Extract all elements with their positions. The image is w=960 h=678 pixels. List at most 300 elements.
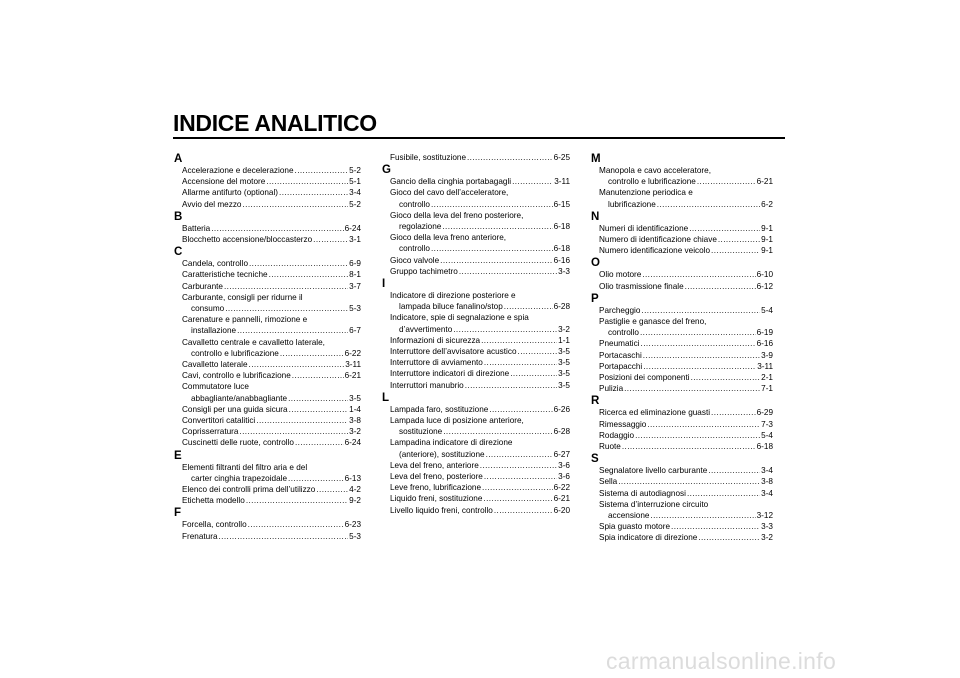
dot-leader [647,419,760,430]
index-entry [591,234,773,245]
entry-text: Pneumatici [599,339,640,349]
entry-text: controllo [608,328,639,338]
dot-leader [295,165,349,176]
index-entry-line [382,471,570,482]
entry-text: Gioco della leva del freno posteriore, [390,210,524,220]
page-number: 3-3 [761,522,773,532]
dot-leader [266,176,348,187]
index-entry [591,476,773,487]
dot-leader [248,519,344,530]
page-number: 6-9 [349,259,361,269]
index-entry-line [382,152,570,163]
entry-text: Numeri di identificazione [599,223,689,233]
index-entry-line [382,493,570,504]
page-number: 9-1 [761,223,773,233]
index-entry-line [174,314,361,325]
dot-leader [467,152,553,163]
index-entry-line [382,324,570,335]
page-number: 3-3 [558,266,570,276]
index-entry [591,281,773,292]
index-entry [591,187,773,209]
dot-leader [288,393,348,404]
dot-leader [518,346,558,357]
entry-text: Numero di identificazione chiave [599,235,717,245]
entry-text: Pulizia [599,384,624,394]
entry-text: Portacaschi [599,350,642,360]
entry-text: Carenature e pannelli, rimozione e [182,315,308,325]
entry-text: Sistema di autodiagnosi [599,488,686,498]
page-number: 6-16 [553,255,570,265]
dot-leader [711,245,760,256]
dot-leader [443,426,552,437]
dot-leader [480,460,557,471]
title-rule [173,137,785,139]
entry-text: Cuscinetti delle ruote, controllo [182,438,294,448]
index-entry [174,426,361,437]
index-entry-line [591,476,773,487]
section-letter: N [591,210,600,223]
index-entry-line [591,372,773,383]
page-number: 6-29 [756,408,773,418]
index-entry-line [382,210,570,221]
entry-text: Leve freno, lubrificazione [390,483,482,493]
dot-leader [642,269,755,280]
index-entry-line [382,301,570,312]
page-number: 3-5 [558,347,570,357]
index-entry [382,255,570,266]
index-entry [382,482,570,493]
index-entry-line [591,407,773,418]
entry-text: Allarme antifurto (optional) [182,188,279,198]
page-number: 3-11 [345,360,361,370]
index-entry-line [174,393,361,404]
page-number: 3-8 [761,477,773,487]
index-entry-line [174,223,361,234]
dot-leader [239,426,348,437]
index-entry [591,419,773,430]
index-entry [174,495,361,506]
index-entry-line [174,381,361,392]
dot-leader [641,305,760,316]
dot-leader [246,495,348,506]
index-entry-line [382,404,570,415]
entry-text: Posizioni dei componenti [599,373,690,383]
entry-text: regolazione [399,222,442,232]
entry-text: (anteriore), sostituzione [399,449,485,459]
page-number: 7-3 [761,419,773,429]
index-entry [591,338,773,349]
index-entry-line [591,350,773,361]
index-entry [174,187,361,198]
entry-text: Rodaggio [599,430,635,440]
index-entry-line [382,449,570,460]
index-entry-line [591,176,773,187]
index-entry [591,245,773,256]
index-entry-line [591,441,773,452]
index-entry [591,350,773,361]
dot-leader [643,361,756,372]
dot-leader [687,488,760,499]
entry-text: Lampada faro, sostituzione [390,404,489,414]
entry-text: Batteria [182,223,211,233]
index-entry [382,471,570,482]
entry-text: controllo [399,199,430,209]
index-entry [382,290,570,312]
index-entry [591,372,773,383]
entry-text: sostituzione [399,427,443,437]
page-number: 6-21 [344,371,361,381]
index-entry [382,187,570,209]
section-letter: R [591,395,600,408]
page-number: 3-8 [349,416,361,426]
index-entry-line [382,357,570,368]
entry-text: Convertitori catalitici [182,416,256,426]
index-entry [382,404,570,415]
entry-text: Interruttore di avviamento [390,358,483,368]
index-entry [174,359,361,370]
page-number: 5-4 [761,305,773,315]
entry-text: Cavalletto laterale [182,360,248,370]
page-number: 6-23 [344,520,361,530]
dot-leader [237,325,348,336]
page-number: 3-5 [349,393,361,403]
index-entry [174,519,361,530]
index-entry [174,223,361,234]
entry-text: Accensione del motore [182,177,266,187]
entry-text: Carburante [182,281,223,291]
index-entry [174,292,361,314]
entry-text: Gancio della cinghia portabagagli [390,177,512,187]
index-entry-line [174,531,361,542]
dot-leader [635,430,760,441]
entry-text: Lampada luce di posizione anteriore, [390,416,524,426]
dot-leader [689,223,760,234]
page-number: 5-3 [349,304,361,314]
index-entry-line [174,292,361,303]
dot-leader [465,380,557,391]
dot-leader [219,531,349,542]
index-entry-line [591,281,773,292]
index-entry-line [174,426,361,437]
page-number: 1-1 [558,335,570,345]
dot-leader [256,415,348,426]
index-entry-line [174,269,361,280]
index-entry [382,505,570,516]
page-number: 6-22 [344,348,361,358]
entry-text: Blocchetto accensione/bloccasterzo [182,235,313,245]
page-number: 7-1 [761,384,773,394]
dot-leader [494,505,553,516]
entry-text: Spia guasto motore [599,522,671,532]
index-entry-line [174,258,361,269]
index-entry [174,437,361,448]
page-number: 3-6 [558,460,570,470]
page-number: 3-5 [558,358,570,368]
index-entry [382,176,570,187]
index-entry-line [591,465,773,476]
index-entry-line [174,462,361,473]
dot-leader [489,404,552,415]
dot-leader [279,187,348,198]
page-number: 6-13 [344,473,361,483]
section-letter: P [591,292,599,305]
index-entry-line [591,430,773,441]
index-entry-line [174,165,361,176]
dot-leader [211,223,343,234]
index-entry [591,407,773,418]
dot-leader [510,368,557,379]
page-number: 9-1 [761,246,773,256]
index-entry-line [591,305,773,316]
index-entry [591,430,773,441]
index-entry [382,493,570,504]
entry-text: Ruote [599,442,621,452]
page-number: 6-27 [553,449,570,459]
page-number: 6-28 [553,302,570,312]
index-entry [174,269,361,280]
dot-leader [440,255,552,266]
page-number: 3-4 [349,188,361,198]
entry-text: controllo e lubrificazione [608,177,696,187]
index-entry-line [382,290,570,301]
dot-leader [691,372,761,383]
page-number: 6-18 [756,442,773,452]
dot-leader [650,510,755,521]
index-entry [174,199,361,210]
page-number: 6-24 [344,223,361,233]
dot-leader [313,234,348,245]
page-number: 3-4 [761,466,773,476]
index-entry-line [591,223,773,234]
dot-leader [622,441,756,452]
index-entry [382,460,570,471]
entry-text: Numero identificazione veicolo [599,246,711,256]
index-entry [591,269,773,280]
page-number: 5-2 [349,166,361,175]
entry-text: Elenco dei controlli prima dell’utilizzo [182,485,316,495]
entry-text: Avvio del mezzo [182,199,242,209]
page-number: 6-15 [553,199,570,209]
index-entry-line [591,383,773,394]
entry-text: Olio trasmissione finale [599,281,684,291]
index-entry [591,521,773,532]
section-letter: E [174,449,182,462]
section-letter: O [591,257,600,270]
index-entry-line [174,437,361,448]
index-entry [174,314,361,336]
entry-text: Gioco del cavo dell’acceleratore, [390,188,509,198]
entry-text: Elementi filtranti del filtro aria e del [182,462,308,472]
index-entry-line [174,484,361,495]
index-entry-line [382,266,570,277]
index-entry [382,437,570,459]
dot-leader [288,473,344,484]
index-entry [382,335,570,346]
index-entry [174,165,361,176]
entry-text: Indicatore, spie di segnalazione e spia [390,313,529,323]
index-entry-line [174,473,361,484]
dot-leader [698,532,760,543]
index-entry-line [382,505,570,516]
entry-text: Manopola e cavo acceleratore, [599,166,711,175]
entry-text: Carburante, consigli per ridurne il [182,292,303,302]
entry-text: controllo e lubrificazione [191,348,279,358]
watermark: carmanualsonline.info [606,648,837,674]
index-entry-line [591,499,773,510]
page-number: 5-3 [349,531,361,541]
dot-leader [708,465,760,476]
index-entry-line [174,415,361,426]
entry-text: Indicatore di direzione posteriore e [390,291,516,301]
index-entry-line [591,510,773,521]
dot-leader [697,176,756,187]
index-entry-line [174,234,361,245]
index-entry-line [174,176,361,187]
page-number: 4-2 [349,485,361,495]
index-entry-line [382,312,570,323]
entry-text: carter cinghia trapezoidale [191,473,288,483]
index-entry [174,337,361,359]
entry-text: lubrificazione [608,199,656,209]
page-number: 3-5 [558,380,570,390]
dot-leader [453,324,557,335]
page-number: 3-9 [761,350,773,360]
page-number: 6-22 [553,483,570,493]
entry-text: Livello liquido freni, controllo [390,505,493,515]
section-letter: C [174,246,183,259]
index-entry [174,531,361,542]
page-title: INDICE ANALITICO [173,110,377,136]
page-number: 3-1 [349,235,361,245]
entry-text: Sistema d’interruzione circuito [599,499,709,509]
entry-text: Consigli per una guida sicura [182,404,288,414]
page-number: 6-7 [349,326,361,336]
page-number: 6-18 [553,222,570,232]
dot-leader [718,234,760,245]
index-entry [591,316,773,338]
entry-text: Manutenzione periodica e [599,188,693,198]
page-number: 6-18 [553,244,570,254]
index-entry-line [382,346,570,357]
dot-leader [249,359,345,370]
page-number: 3-6 [558,472,570,482]
index-entry [382,232,570,254]
entry-text: Ricerca ed eliminazione guasti [599,408,711,418]
page-number: 3-2 [761,533,773,543]
dot-leader [289,404,349,415]
index-entry-line [382,187,570,198]
index-entry-line [174,281,361,292]
page-number: 6-10 [756,270,773,280]
entry-text: Liquido freni, sostituzione [390,494,483,504]
entry-text: d’avvertimento [399,324,453,334]
entry-text: Etichetta modello [182,496,245,506]
dot-leader [459,266,557,277]
index-entry-line [382,335,570,346]
index-entry-line [591,269,773,280]
index-entry-line [174,199,361,210]
dot-leader [249,258,348,269]
dot-leader [316,484,348,495]
index-entry [174,404,361,415]
entry-text: Segnalatore livello carburante [599,466,708,476]
index-entry [382,368,570,379]
section-letter: L [382,391,390,404]
page-number: 5-1 [349,177,361,187]
entry-text: Portapacchi [599,361,643,371]
entry-text: Fusibile, sostituzione [390,153,466,162]
entry-text: Lampadina indicatore di direzione [390,438,513,448]
index-column-2 [382,152,570,516]
page-number: 1-4 [349,404,361,414]
entry-text: Leva del freno, anteriore [390,460,479,470]
entry-text: Coprisserratura [182,427,239,437]
index-entry-line [591,532,773,543]
dot-leader [482,482,553,493]
dot-leader [484,357,557,368]
dot-leader [711,407,756,418]
index-entry-line [591,419,773,430]
page-number: 5-2 [349,199,361,209]
index-entry-line [591,361,773,372]
index-entry [382,312,570,334]
page-number: 9-1 [761,235,773,245]
dot-leader [431,199,553,210]
index-entry-line [382,243,570,254]
dot-leader [292,370,344,381]
index-entry-line [174,303,361,314]
page-number: 6-20 [553,505,570,515]
entry-text: Gioco della leva freno anteriore, [390,233,507,243]
index-entry-line [382,221,570,232]
entry-text: consumo [191,304,225,314]
page-number: 8-1 [349,270,361,280]
dot-leader [295,437,344,448]
dot-leader [483,493,552,504]
entry-text: Rimessaggio [599,419,647,429]
section-letter: A [174,153,183,165]
page-number: 6-19 [756,328,773,338]
index-entry [174,176,361,187]
dot-leader [280,348,344,359]
index-entry [174,381,361,403]
entry-text: Olio motore [599,270,642,280]
page-number: 6-2 [761,199,773,209]
page-number: 6-28 [553,427,570,437]
page-number: 6-21 [553,494,570,504]
index-entry-line [382,460,570,471]
index-entry [591,499,773,521]
index-entry [174,462,361,484]
entry-text: Parcheggio [599,305,641,315]
entry-text: Pastiglie e ganasce del freno, [599,317,707,327]
page-number: 6-24 [344,438,361,448]
index-entry-line [591,327,773,338]
index-entry-line [591,245,773,256]
entry-text: Interruttori manubrio [390,380,464,390]
index-entry [382,266,570,277]
index-entry-line [591,316,773,327]
index-entry [174,281,361,292]
index-entry-line [382,199,570,210]
page-number: 3-11 [554,177,570,187]
dot-leader [512,176,553,187]
page-number: 3-4 [761,488,773,498]
entry-text: Interruttore indicatori di direzione [390,369,510,379]
dot-leader [685,281,756,292]
index-entry [591,165,773,187]
section-letter: F [174,507,182,520]
